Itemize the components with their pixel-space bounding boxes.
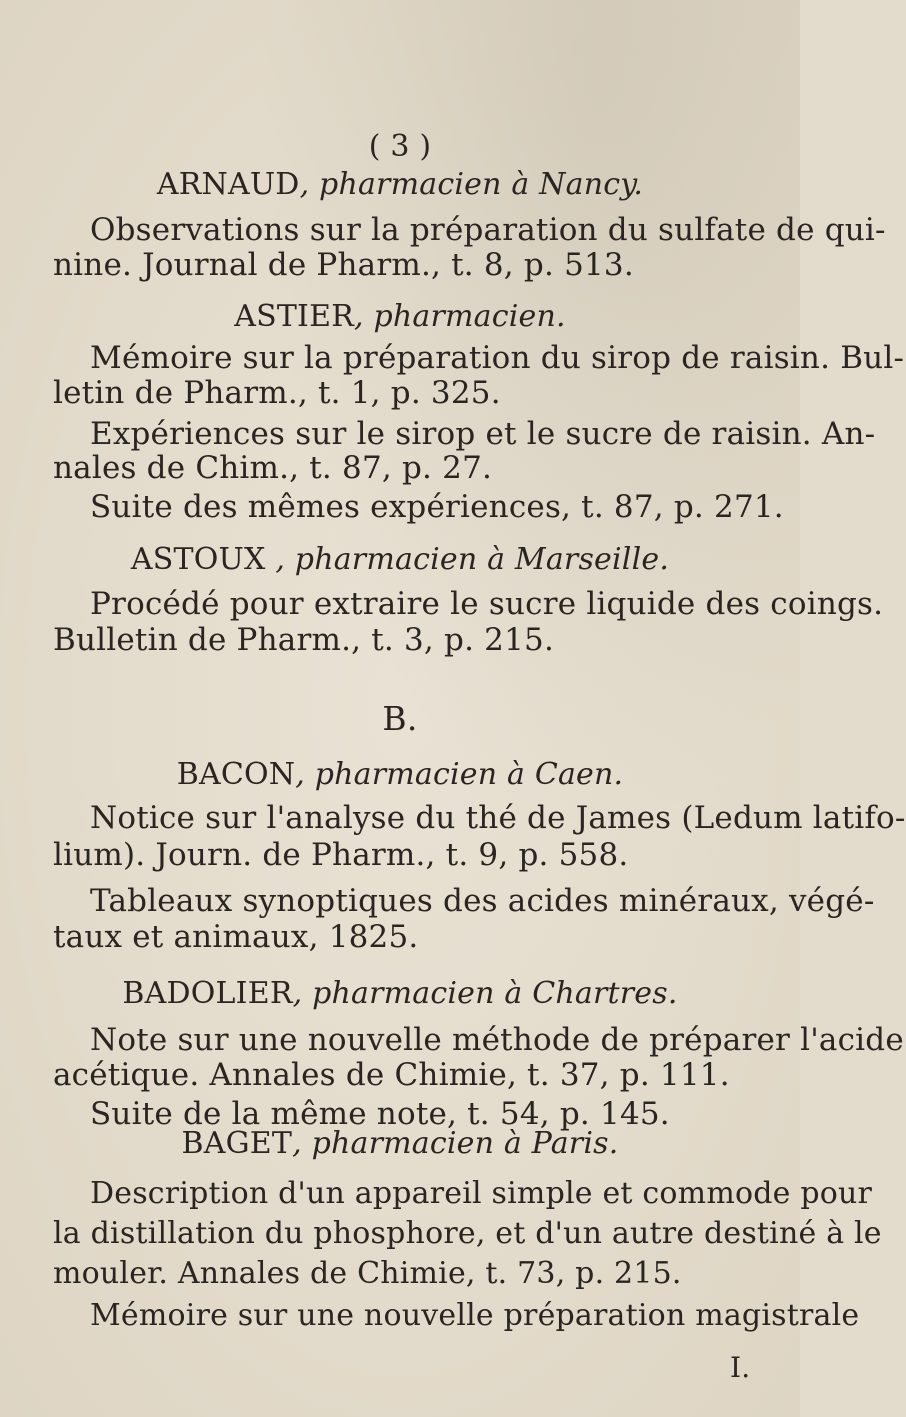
entry-line: mouler. Annales de Chimie, t. 73, p. 215. xyxy=(53,1256,682,1291)
page-number: ( 3 ) xyxy=(368,129,432,164)
entry-line: Suite de la même note, t. 54, p. 145. xyxy=(90,1096,670,1132)
entry-line: lium). Journ. de Pharm., t. 9, p. 558. xyxy=(53,837,629,873)
entry-line: Notice sur l'analyse du thé de James (Ledum latifo- xyxy=(90,800,906,836)
entry-line: Suite des mêmes expériences, t. 87, p. 271. xyxy=(90,489,784,525)
author-name: BAGET xyxy=(181,1126,293,1161)
entry-line: Expériences sur le sirop et le sucre de raisin. An- xyxy=(90,416,876,452)
entry-line: Bulletin de Pharm., t. 3, p. 215. xyxy=(53,622,555,658)
author-role: , pharmacien à Nancy. xyxy=(299,167,644,202)
entry-line: nales de Chim., t. 87, p. 27. xyxy=(53,450,493,486)
entry-line: Procédé pour extraire le sucre liquide des coings. xyxy=(90,586,884,622)
author-name: ASTIER xyxy=(234,299,354,334)
entry-line: Observations sur la préparation du sulfate de qui- xyxy=(90,212,886,248)
author-role: , pharmacien à Marseille. xyxy=(265,542,670,577)
entry-line: nine. Journal de Pharm., t. 8, p. 513. xyxy=(53,247,634,283)
entry-line: Note sur une nouvelle méthode de préparer l'acide xyxy=(90,1022,904,1058)
author-heading-baget xyxy=(0,1126,800,1162)
author-name: ARNAUD xyxy=(156,167,300,202)
section-letter: B. xyxy=(382,699,418,738)
entry-line: Mémoire sur une nouvelle préparation magistrale xyxy=(90,1298,860,1333)
entry-line: acétique. Annales de Chimie, t. 37, p. 111. xyxy=(53,1057,730,1093)
author-role: , pharmacien à Paris. xyxy=(292,1126,619,1161)
entry-line: Mémoire sur la préparation du sirop de raisin. Bul- xyxy=(90,340,905,376)
signature-mark: I. xyxy=(730,1351,751,1384)
author-heading-badolier xyxy=(0,976,800,1012)
author-heading-arnaud xyxy=(0,167,800,203)
author-role: , pharmacien. xyxy=(354,299,566,334)
author-role: , pharmacien à Chartres. xyxy=(292,976,678,1011)
entry-line: taux et animaux, 1825. xyxy=(53,919,419,955)
author-name: BACON xyxy=(176,757,296,792)
author-name: BADOLIER xyxy=(122,976,293,1011)
author-name: ASTOUX xyxy=(130,542,266,577)
entry-line: la distillation du phosphore, et d'un autre destiné à le xyxy=(53,1216,882,1251)
entry-line: letin de Pharm., t. 1, p. 325. xyxy=(53,375,501,411)
author-role: , pharmacien à Caen. xyxy=(295,757,624,792)
entry-line: Description d'un appareil simple et commode pour xyxy=(90,1176,873,1211)
author-heading-bacon xyxy=(0,757,800,793)
author-heading-astier xyxy=(0,299,800,335)
entry-line: Tableaux synoptiques des acides minéraux, végé- xyxy=(90,883,875,919)
author-heading-astoux xyxy=(0,542,800,578)
